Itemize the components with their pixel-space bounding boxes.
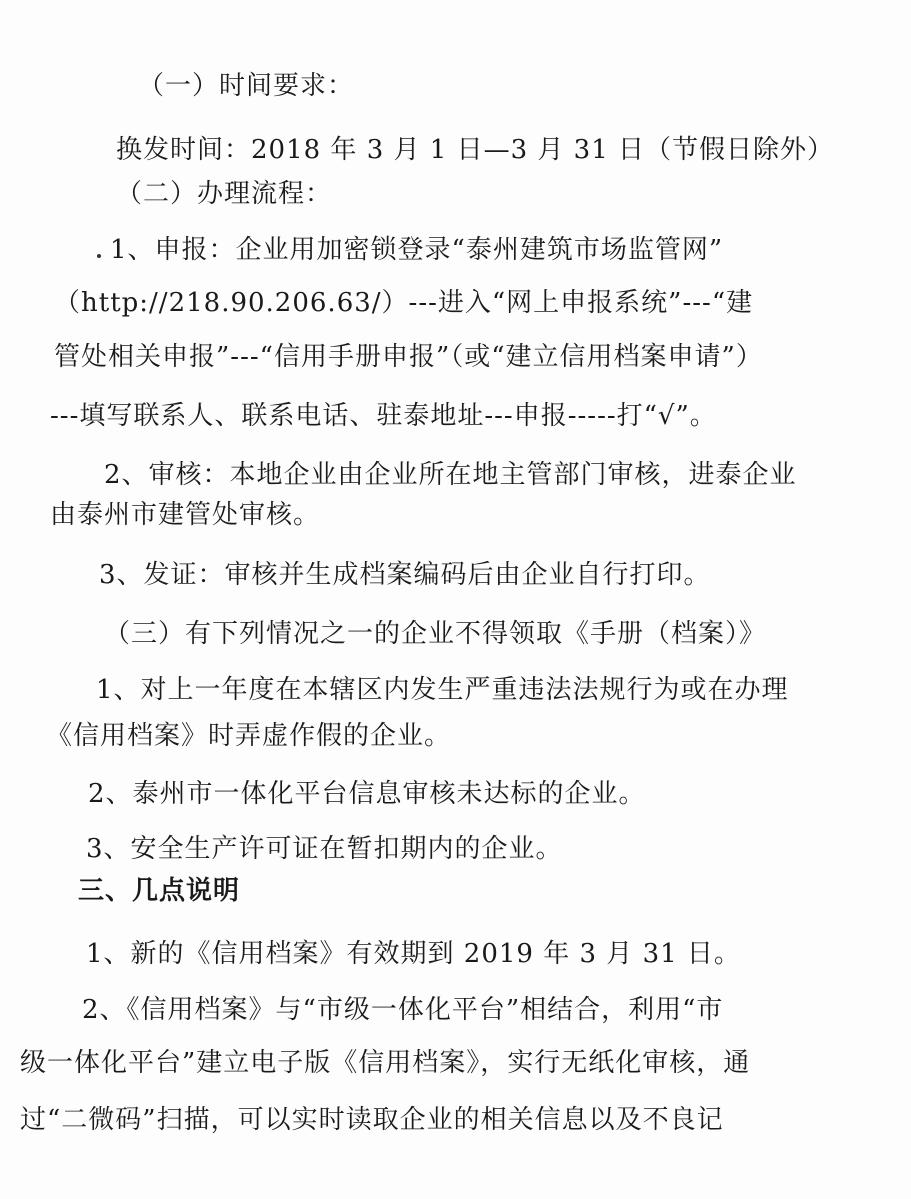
text-line: 2、《信用档案》与“市级一体化平台”相结合，利用“市 [82, 995, 724, 1025]
section-heading-time: （一）时间要求： [138, 71, 355, 101]
text-line: ---填写联系人、联系电话、驻泰地址---申报-----打“√”。 [50, 401, 717, 431]
text-line: 过“二微码”扫描，可以实时读取企业的相关信息以及不良记 [20, 1105, 724, 1135]
section-heading-process: （二）办理流程： [116, 179, 333, 209]
section-heading-restrictions: （三）有下列情况之一的企业不得领取《手册（档案）》 [104, 619, 767, 649]
text-line: 2、审核：本地企业由企业所在地主管部门审核，进泰企业 [104, 460, 797, 490]
text-line: 2、泰州市一体化平台信息审核未达标的企业。 [88, 779, 646, 809]
text-line: 1、对上一年度在本辖区内发生严重违法法规行为或在办理 [96, 675, 789, 705]
text-line: 由泰州市建管处审核。 [50, 500, 321, 530]
text-line: 级一体化平台”建立电子版《信用档案》，实行无纸化审核，通 [20, 1048, 751, 1078]
section-heading-notes: 三、几点说明 [78, 876, 241, 906]
text-line: 《信用档案》时弄虚作假的企业。 [46, 721, 452, 751]
text-line: 1、申报：企业用加密锁登录“泰州建筑市场监管网” [110, 235, 724, 265]
text-line: 3、安全生产许可证在暂扣期内的企业。 [86, 834, 563, 864]
text-line: 管处相关申报”---“信用手册申报”（或“建立信用档案申请”） [54, 342, 763, 372]
text-line: （http://218.90.206.63/）---进入“网上申报系统”---“建 [54, 288, 754, 318]
scan-dot [97, 254, 101, 258]
text-line: 3、发证：审核并生成档案编码后由企业自行打印。 [99, 560, 711, 590]
text-line: 换发时间：2018 年 3 月 1 日—3 月 31 日（节假日除外） [116, 135, 834, 165]
text-line: 1、新的《信用档案》有效期到 2019 年 3 月 31 日。 [86, 939, 741, 969]
